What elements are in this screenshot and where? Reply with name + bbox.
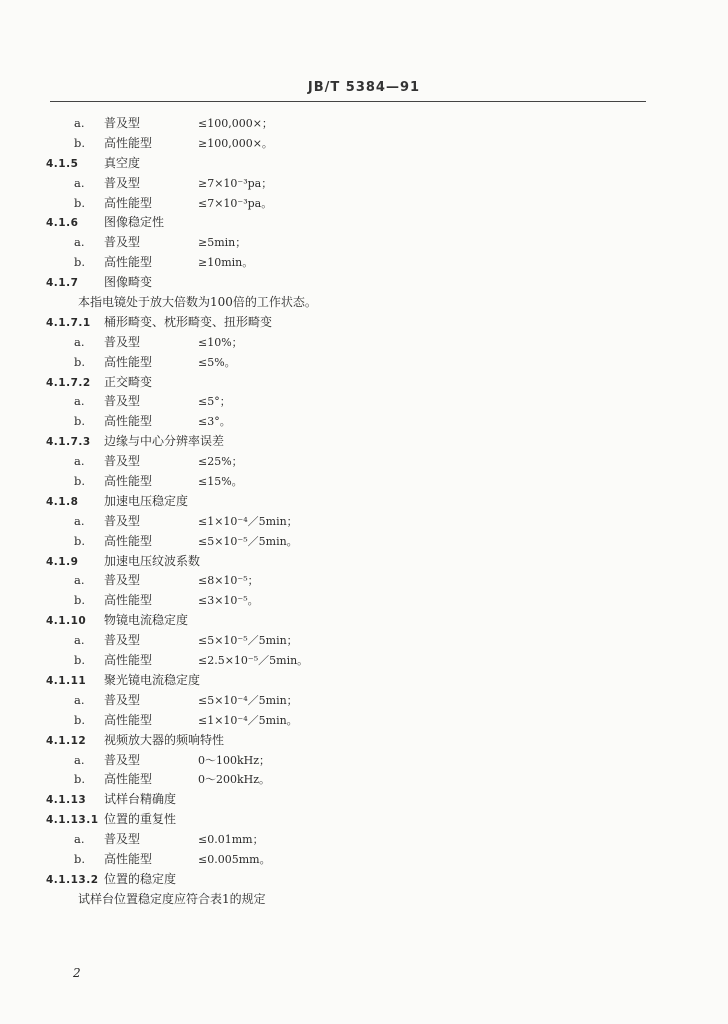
requirement-item — [46, 532, 646, 552]
item-value: ≤3×10⁻⁵。 — [198, 594, 259, 608]
document-header: JB/T 5384—91 — [307, 80, 421, 95]
item-type: 普及型 — [104, 752, 141, 767]
section-title: 图像稳定性 — [104, 215, 165, 230]
requirement-item — [46, 333, 646, 353]
item-value: ≤1×10⁻⁴／5min； — [198, 514, 298, 528]
item-type: 普及型 — [104, 513, 141, 528]
item-letter: b. — [74, 195, 86, 210]
item-letter: b. — [74, 533, 86, 548]
section-number: 4.1.7.2 — [46, 376, 91, 389]
requirement-item — [46, 452, 646, 472]
requirement-item — [46, 253, 646, 273]
requirement-item — [46, 850, 646, 870]
item-type: 普及型 — [104, 334, 141, 349]
section-title: 图像畸变 — [104, 275, 153, 290]
section-title: 桶形畸变、枕形畸变、扭形畸变 — [104, 314, 273, 329]
page-number: 2 — [73, 966, 81, 980]
item-letter: a. — [74, 235, 85, 250]
requirement-item — [46, 651, 646, 671]
item-type: 普及型 — [104, 573, 141, 588]
item-type: 普及型 — [104, 633, 141, 648]
item-type: 高性能型 — [104, 255, 153, 270]
item-type: 高性能型 — [104, 414, 153, 429]
item-letter: b. — [74, 772, 86, 787]
item-letter: b. — [74, 851, 86, 866]
item-letter: b. — [74, 414, 86, 429]
requirement-item — [46, 571, 646, 591]
item-value: 0～100kHz； — [198, 753, 271, 767]
item-value: ≤5×10⁻⁵／5min； — [198, 634, 298, 648]
section-title: 物镜电流稳定度 — [104, 613, 189, 628]
header-rule — [50, 101, 646, 102]
item-type: 高性能型 — [104, 135, 153, 150]
section-heading — [46, 790, 646, 810]
item-letter: a. — [74, 633, 85, 648]
item-type: 高性能型 — [104, 653, 153, 668]
requirement-item — [46, 174, 646, 194]
item-type: 普及型 — [104, 116, 141, 130]
item-type: 普及型 — [104, 832, 141, 847]
section-heading — [46, 731, 646, 751]
item-value: ≤1×10⁻⁴／5min。 — [198, 713, 298, 727]
section-number: 4.1.10 — [46, 615, 87, 628]
section-heading — [46, 552, 646, 572]
item-value: ≥7×10⁻³pa； — [198, 176, 273, 190]
section-number: 4.1.7.1 — [46, 316, 91, 329]
item-type: 高性能型 — [104, 354, 153, 369]
requirement-item — [46, 392, 646, 412]
section-number: 4.1.12 — [46, 734, 87, 747]
paragraph-text: 试样台位置稳定度应符合表1的规定 — [78, 891, 266, 906]
item-letter: b. — [74, 712, 86, 727]
requirement-item — [46, 591, 646, 611]
paragraph — [46, 293, 646, 313]
requirement-item — [46, 631, 646, 651]
item-value: ≤0.005mm。 — [198, 852, 271, 866]
item-value: ≤0.01mm； — [198, 833, 264, 847]
item-value: ≤100,000×； — [198, 117, 273, 130]
requirement-item — [46, 472, 646, 492]
item-value: ≤5°； — [198, 395, 231, 409]
section-heading — [46, 273, 646, 293]
section-number: 4.1.9 — [46, 555, 79, 568]
section-title: 正交畸变 — [104, 374, 153, 389]
requirement-item — [46, 194, 646, 214]
item-value: ≥5min； — [198, 236, 247, 250]
item-type: 高性能型 — [104, 712, 153, 727]
section-heading — [46, 154, 646, 174]
paragraph-text: 本指电镜处于放大倍数为100倍的工作状态。 — [78, 295, 317, 310]
item-letter: a. — [74, 175, 85, 190]
section-number: 4.1.7 — [46, 277, 79, 290]
section-heading — [46, 373, 646, 393]
requirement-item — [46, 512, 646, 532]
item-value: ≤5×10⁻⁴／5min； — [198, 693, 298, 707]
item-type: 高性能型 — [104, 772, 153, 787]
section-heading — [46, 611, 646, 631]
section-number: 4.1.11 — [46, 674, 87, 687]
requirement-item — [46, 751, 646, 771]
item-letter: b. — [74, 593, 86, 608]
section-number: 4.1.5 — [46, 157, 79, 170]
item-type: 普及型 — [104, 454, 141, 469]
section-number: 4.1.8 — [46, 495, 79, 508]
item-type: 普及型 — [104, 175, 141, 190]
item-letter: b. — [74, 354, 86, 369]
requirement-item — [46, 412, 646, 432]
section-title: 聚光镜电流稳定度 — [104, 672, 201, 687]
item-type: 高性能型 — [104, 851, 153, 866]
item-letter: a. — [74, 116, 85, 130]
item-value: ≤2.5×10⁻⁵／5min。 — [198, 654, 309, 668]
section-title: 边缘与中心分辨率误差 — [104, 434, 225, 449]
item-value: ≤7×10⁻³pa。 — [198, 196, 273, 210]
item-value: ≥100,000×。 — [198, 136, 273, 150]
requirement-item — [46, 134, 646, 154]
item-letter: b. — [74, 135, 86, 150]
item-letter: a. — [74, 513, 85, 528]
document-body — [46, 114, 646, 910]
requirement-item — [46, 691, 646, 711]
requirement-item — [46, 114, 646, 134]
requirement-item — [46, 830, 646, 850]
section-number: 4.1.13 — [46, 794, 87, 807]
item-letter: a. — [74, 334, 85, 349]
section-title: 加速电压纹波系数 — [104, 553, 201, 568]
section-title: 加速电压稳定度 — [104, 493, 189, 508]
section-heading — [46, 810, 646, 830]
requirement-item — [46, 770, 646, 790]
section-heading — [46, 432, 646, 452]
section-number: 4.1.6 — [46, 217, 79, 230]
requirement-item — [46, 711, 646, 731]
section-heading — [46, 870, 646, 890]
item-letter: a. — [74, 832, 85, 847]
item-type: 高性能型 — [104, 474, 153, 489]
item-value: ≤5×10⁻⁵／5min。 — [198, 534, 298, 548]
item-letter: a. — [74, 573, 85, 588]
item-value: ≥10min。 — [198, 256, 254, 270]
section-heading — [46, 213, 646, 233]
paragraph — [46, 890, 646, 910]
section-title: 真空度 — [104, 155, 141, 170]
section-heading — [46, 313, 646, 333]
item-letter: a. — [74, 752, 85, 767]
item-type: 普及型 — [104, 692, 141, 707]
item-value: ≤3°。 — [198, 415, 231, 429]
section-title: 试样台精确度 — [104, 792, 177, 807]
requirement-item — [46, 233, 646, 253]
section-number: 4.1.13.1 — [46, 814, 99, 827]
item-value: ≤10%； — [198, 335, 243, 349]
item-letter: a. — [74, 692, 85, 707]
item-value: ≤5%。 — [198, 355, 236, 369]
item-value: ≤8×10⁻⁵； — [198, 574, 259, 588]
section-title: 位置的重复性 — [104, 812, 177, 827]
item-value: ≤25%； — [198, 455, 243, 469]
item-letter: b. — [74, 474, 86, 489]
item-type: 高性能型 — [104, 533, 153, 548]
item-type: 普及型 — [104, 235, 141, 250]
section-heading — [46, 492, 646, 512]
item-value: ≤15%。 — [198, 475, 243, 489]
item-value: 0～200kHz。 — [198, 773, 271, 787]
section-title: 位置的稳定度 — [104, 871, 177, 886]
section-number: 4.1.13.2 — [46, 873, 99, 886]
item-letter: b. — [74, 653, 86, 668]
section-title: 视频放大器的频响特性 — [104, 732, 225, 747]
item-type: 高性能型 — [104, 195, 153, 210]
item-type: 普及型 — [104, 394, 141, 409]
item-letter: b. — [74, 255, 86, 270]
item-letter: a. — [74, 454, 85, 469]
section-heading — [46, 671, 646, 691]
item-type: 高性能型 — [104, 593, 153, 608]
section-number: 4.1.7.3 — [46, 436, 91, 449]
requirement-item — [46, 353, 646, 373]
item-letter: a. — [74, 394, 85, 409]
